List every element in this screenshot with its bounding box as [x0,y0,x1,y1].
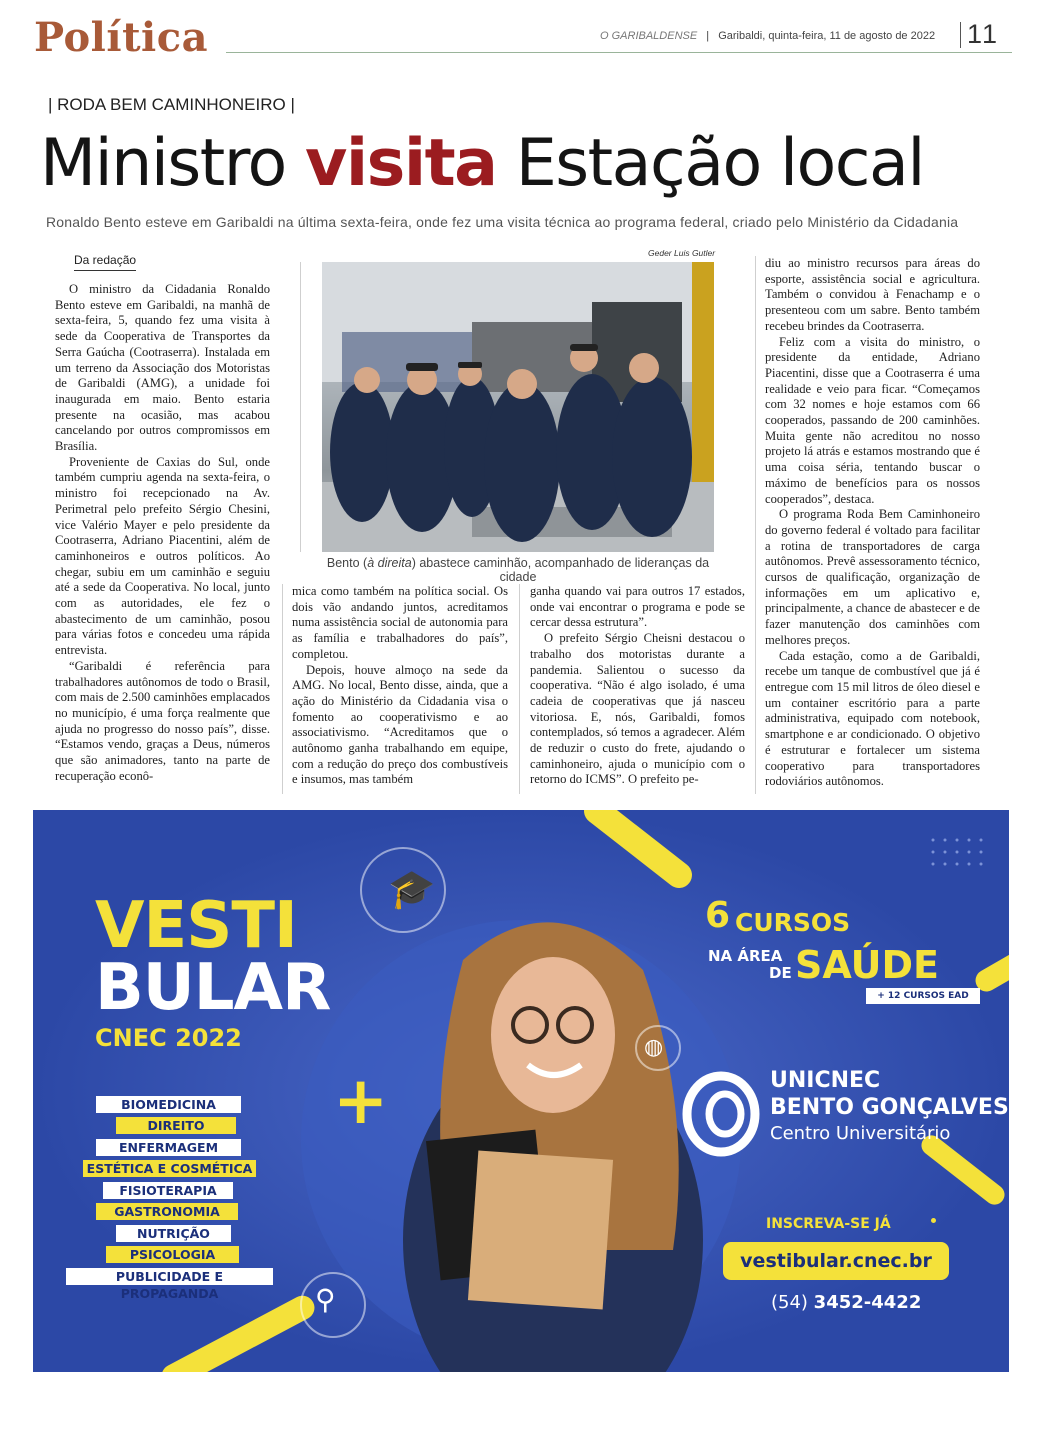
course-item: ENFERMAGEM [96,1139,241,1156]
ad-title-line3: CNEC 2022 [95,1024,242,1052]
dateline: Garibaldi, quinta-feira, 11 de agosto de 2022 [718,30,936,42]
article-column-3 [530,584,745,788]
promo-number: 6 [705,895,731,936]
course-item: PUBLICIDADE E PROPAGANDA [66,1268,273,1285]
paragraph: O prefeito Sérgio Cheisni destacou o trabalho dos motoristas durante a pandemia. Salientou o sucesso da cooperativa. “Não é algo isolado, é uma cadeia de cooperativas que já nasceu vitoriosa. E, nós, Garibaldi, fomos contemplados, só temos a agradecer. Além de reduzir o custo do frete, ajudando o caminhoneiro, ajuda o município com o retorno do ICMS”. O prefeito pe- [530,631,745,787]
plus-icon: + [333,1062,389,1139]
caption-part: Bento ( [326,556,368,570]
article-headline [40,122,924,206]
magnifier-icon: ⚲ [315,1285,336,1316]
byline: Da redação [74,253,136,271]
phone-digits: 3452-4422 [813,1292,922,1313]
advertisement[interactable] [33,810,1009,1372]
paragraph: diu ao ministro recursos para áreas do esporte, assistência social e agricultura. Também o convidou à Fenachamp e o presenteou com um sabre. Bento também recebeu brindes da Cootraserra. [765,256,980,333]
graduation-cap-icon: 🎓 [388,869,436,911]
course-item: PSICOLOGIA [106,1246,239,1263]
paragraph: Cada estação, como a de Garibaldi, recebe um tanque de combustível que já é entregue com 15 mil litros de óleo diesel e um container escritório para a parte administrativa, equipado com notebook, smartphone e ar condicionado. O objetivo é estruturar e fortalecer um sistema cooperativo para transportadores rodoviários autônomos. [765,648,980,789]
photo-credit: Geder Luis Gutler [648,248,716,258]
course-item: FISIOTERAPIA [103,1182,233,1199]
column-rule [755,256,756,794]
course-item: BIOMEDICINA [96,1096,241,1113]
phone-prefix: (54) [771,1292,814,1313]
phone-number[interactable] [771,1291,921,1315]
promo-saude: SAÚDE [795,943,939,987]
header-info [600,30,935,42]
article-column-2 [292,584,508,788]
paragraph: O ministro da Cidadania Ronaldo Bento esteve em Garibaldi, na manhã de sexta-feira, 5, quando fez uma visita à sede da Cooperativa de Transportes da Serra Gaúcha (Cootraserra). Instalada em um terreno da Associação dos Motoristas de Garibaldi (AMG), a unidade foi inaugurada em maio. Bento estaria presente na ocasião, mas acabou cancelando por outros compromissos em Brasília. [55,282,270,454]
brand-subtitle: Centro Universitário [770,1123,951,1144]
photo-caption [322,556,714,584]
article-subhead: Ronaldo Bento esteve em Garibaldi na última sexta-feira, onde fez uma visita técnica ao programa federal, criado pelo Ministério da Cidadania [46,214,959,230]
globe-icon: ◍ [644,1034,664,1059]
caption-emphasis: à direita [367,556,412,570]
headline-part: Estação local [496,126,924,201]
url-button[interactable]: vestibular.cnec.br [723,1242,949,1280]
column-rule [519,584,520,794]
promo-ead-badge: + 12 CURSOS EAD [866,988,980,1004]
paragraph: Proveniente de Caxias do Sul, onde também cumpriu agenda na sexta-feira, o ministro foi recepcionado na Av. Perimetral pelo prefeito Sérgio Chesini, vice Valério Mayer e pelo presidente da Cootraserra, Adriano Piacentini, além de caminhoneiros e outros políticos. Ao chegar, subiu em um caminhão e seguiu até a sede da Cooperativa. No local, junto com as autoridades, ele fez o abastecimento de um caminhão, posou para várias fotos e concedeu uma rápida entrevista. [55,454,270,658]
brand-campus: BENTO GONÇALVES [770,1095,1009,1120]
paragraph: O programa Roda Bem Caminhoneiro do governo federal é voltado para facilitar a rotina de transportadores de carga autônomos. Prevê assessoramento técnico, cursos de qualificação, organização de informações em um aplicativo e, principalmente, a chance de abastecer e de fazer manutenção dos caminhões com melhores preços. [765,507,980,647]
column-rule [300,262,301,552]
article-photo [322,262,714,552]
cta-label: INSCREVA-SE JÁ [766,1216,891,1232]
course-item: NUTRIÇÃO [116,1225,231,1242]
headline-highlight: visita [304,126,497,201]
paragraph: ganha quando vai para outros 17 estados, onde vai encontrar o programa e pode se cercar dessa estrutura”. [530,584,745,630]
cta-bullet-icon [931,1218,936,1223]
publication-name: O GARIBALDENSE [600,30,698,42]
paragraph: “Garibaldi é referência para trabalhadores autônomos de todo o Brasil, com mais de 2.500 caminhões emplacados no município, é uma força realmente que ajuda no progresso do nosso país”, disse. “Estamos vendo, graças a Deus, números que são animadores, tanto na parte de recuperação econô- [55,658,270,783]
ad-title-line2: BULAR [95,951,331,1025]
header-rule [226,52,1012,53]
paragraph: Feliz com a visita do ministro, o presidente da entidade, Adriano Piacentini, disse que a Cootraserra é uma realidade e veio para ficar. “Começamos com 32 nomes e hoje estamos com 66 cooperados, passando de 200 caminhões. Muita gente não acreditou no nosso projeto lá atrás e estamos mostrando que é uma coisa séria, tentando buscar o máximo de benefícios para os nossos cooperados”, destaca. [765,334,980,506]
course-item: ESTÉTICA E COSMÉTICA [83,1160,256,1177]
promo-cursos: CURSOS [735,908,851,937]
paragraph: Depois, houve almoço na sede da AMG. No local, Bento disse, ainda, que a ação do Ministério da Cidadania visa o fomento ao cooperativismo e ao associativismo. “Acreditamos que o autônomo ganha trabalhando em equipe, com a redução do preço dos combustíveis e insumos, mas também [292,662,508,787]
page-number: 11 [967,19,1000,49]
article-kicker: | RODA BEM CAMINHONEIRO | [48,95,295,114]
course-item: DIREITO [116,1117,236,1134]
article-column-1 [55,282,270,785]
photo-illustration [322,262,714,552]
page-number-divider [960,22,961,48]
column-rule [282,584,283,794]
headline-part: Ministro [40,126,305,201]
course-item: GASTRONOMIA [96,1203,238,1220]
header-separator: | [706,30,710,42]
brand-name: UNICNEC [770,1068,881,1093]
promo-na-area: NA ÁREA [708,947,783,965]
ad-title-line1: VESTI [95,889,297,963]
section-title: Política [34,14,209,61]
article-column-4 [765,256,980,790]
paragraph: mica como também na política social. Os dois vão andando juntos, acreditamos numa assistência social de autonomia para as família e trabalhadores do país”, completou. [292,584,508,661]
promo-de: DE [769,964,792,982]
caption-part: ) abastece caminhão, acompanhado de lideranças da cidade [411,556,710,584]
